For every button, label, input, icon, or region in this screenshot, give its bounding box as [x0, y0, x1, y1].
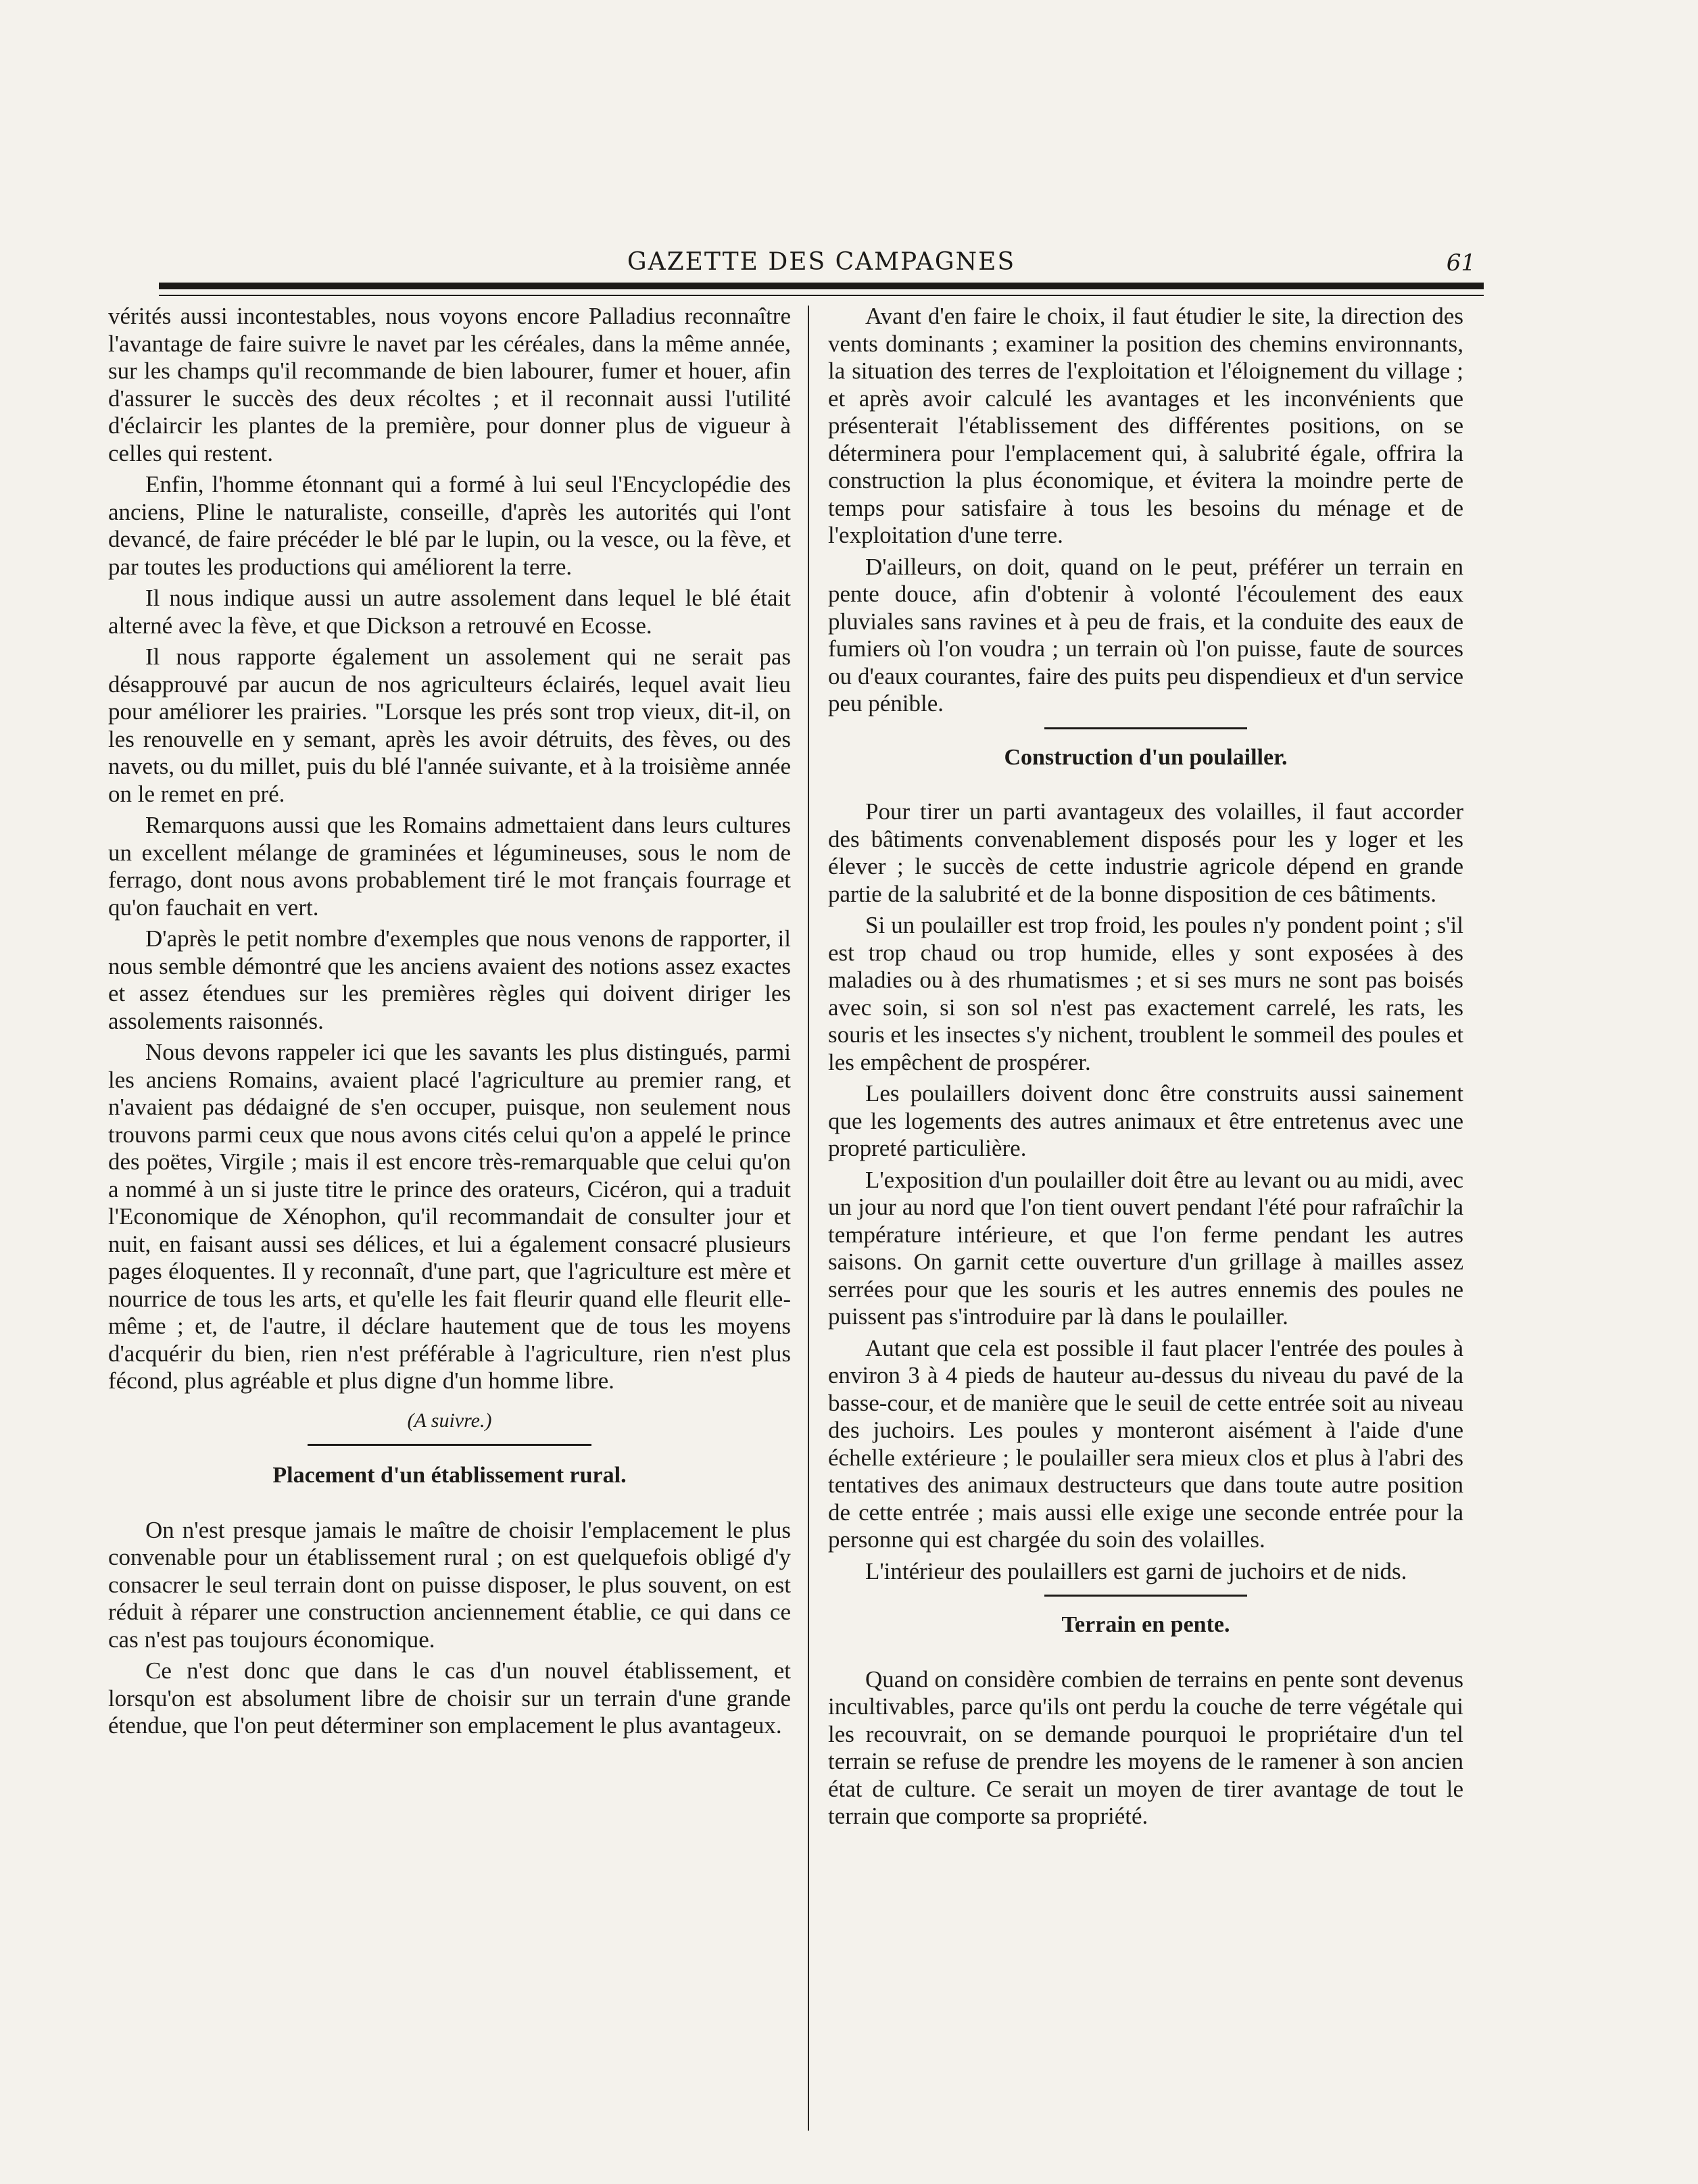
- right-paragraph-7: Autant que cela est possible il faut placer l'entrée des poules à environ 3 à 4 pieds de hauteur au-dessus du niveau du pavé de la basse-cour, et de manière que le seuil de cette entrée soit au niveau des juchoirs. Les poules y monteront aisément à l'aide d'une échelle extérieure ; le poulailler sera mieux clos et plus à l'abri des tentatives des animaux destructeurs que dans toute autre position de cette entrée ; mais aussi elle exige une seconde entrée pour la personne qui est chargée du soin des volailles.: [828, 1334, 1463, 1553]
- left-paragraph-5: Remarquons aussi que les Romains admettaient dans leurs cultures un excellent mélange de graminées et légumineuses, sous le nom de ferrago, dont nous avons probablement tiré le mot français fourrage et qu'on fauchait en vert.: [108, 812, 791, 921]
- left-paragraph-3: Il nous indique aussi un autre assolement dans lequel le blé était alterné avec la fève, et que Dickson a retrouvé en Ecosse.: [108, 585, 791, 639]
- right-paragraph-3: Pour tirer un parti avantageux des volailles, il faut accorder des bâtiments convenablement disposés pour les y loger et les élever ; le succès de cette industrie agricole dépend en grande partie de la salubrité et de la bonne disposition de ces bâtiments.: [828, 798, 1463, 907]
- page-header: [159, 240, 1484, 287]
- section-rule: [308, 1444, 591, 1446]
- left-paragraph-8: On n'est presque jamais le maître de choisir l'emplacement le plus convenable pour un établissement rural ; on est quelquefois obligé d'y consacrer le seul terrain dont on puisse disposer, le plus souvent, on est réduit à réparer une construction anciennement établie, ce qui dans ce cas n'est pas toujours économique.: [108, 1516, 791, 1653]
- left-paragraph-7: Nous devons rappeler ici que les savants les plus distingués, parmi les anciens Romains, avaient placé l'agriculture au premier rang, et n'avaient pas dédaigné de s'en occuper, puisque, non seulement nous trouvons parmi ceux que nous avons cités celui qu'on a appelé le prince des poëtes, Virgile ; mais il est encore très-remarquable que celui qu'on a nommé à un si juste titre le prince des orateurs, Cicéron, qui a traduit l'Economique de Xénophon, qu'il recommandait de consulter jour et nuit, en faisant aussi ses délices, et lui a également consacré plusieurs pages éloquentes. Il y reconnaît, d'une part, que l'agriculture est mère et nourrice de tous les arts, et qu'elle les fait fleurir quand elle fleurit elle-même ; et, de l'autre, il déclare hautement que de tous les moyens d'acquérir du bien, rien n'est préférable à l'agriculture, rien n'est plus fécond, plus agréable et plus digne d'un homme libre.: [108, 1039, 791, 1394]
- right-paragraph-4: Si un poulailler est trop froid, les poules n'y pondent point ; s'il est trop chaud ou trop humide, elles y sont exposées à des maladies ou à des rhumatismes ; et si ses murs ne sont pas boisés avec soin, si son sol n'est pas exactement carrelé, les rats, les souris et les insectes s'y nichent, troublent le sommeil des poules et les empêchent de prospérer.: [828, 912, 1463, 1075]
- section-title-terrain: Terrain en pente.: [1061, 1612, 1230, 1637]
- right-paragraph-2: D'ailleurs, on doit, quand on le peut, préférer un terrain en pente douce, afin d'obtenir à volonté l'écoulement des eaux pluviales sans ravines et à peu de frais, et la conduite des eaux de fumiers où l'on voudra ; un terrain où l'on puisse, faute de sources ou d'eaux courantes, faire des puits peu dispendieux et d'un service peu pénible.: [828, 553, 1463, 717]
- column-separator: [808, 306, 809, 2131]
- gazette-title: GAZETTE DES CAMPAGNES: [627, 248, 1016, 276]
- to-be-continued: (A suivre.): [407, 1409, 492, 1432]
- section-title-poulailler: Construction d'un poulailler.: [1004, 744, 1288, 770]
- right-paragraph-5: Les poulaillers doivent donc être construits aussi sainement que les logements des autres animaux et être entretenus avec une propreté particulière.: [828, 1080, 1463, 1161]
- header-rule-thin: [159, 295, 1484, 296]
- left-paragraph-6: D'après le petit nombre d'exemples que nous venons de rapporter, il nous semble démontré que les anciens avaient des notions assez exactes et assez étendues sur les premières règles qui doivent diriger les assolements raisonnés.: [108, 925, 791, 1034]
- right-column: [828, 303, 1463, 1835]
- section-rule-2: [1044, 727, 1247, 729]
- section-rule-3: [1044, 1595, 1247, 1597]
- left-paragraph-4: Il nous rapporte également un assolement qui ne serait pas désapprouvé par aucun de nos agriculteurs éclairés, lequel avait lieu pour améliorer les prairies. "Lorsque les prés sont trop vieux, dit-il, on les renouvelle en y semant, après les avoir détruits, des fèves, ou des navets, ou du millet, puis du blé l'année suivante, et à la troisième année on le remet en pré.: [108, 644, 791, 807]
- page-number: 61: [1446, 249, 1476, 276]
- right-paragraph-8: L'intérieur des poulaillers est garni de juchoirs et de nids.: [865, 1557, 1407, 1584]
- right-paragraph-9: Quand on considère combien de terrains en pente sont devenus incultivables, parce qu'ils ont perdu la couche de terre végétale qui les recouvrait, on se demande pourquoi le propriétaire d'un tel terrain se refuse de prendre les moyens de le ramener à son ancien état de culture. Ce serait un moyen de tirer avantage de tout le terrain que comporte sa propriété.: [828, 1666, 1463, 1829]
- right-paragraph-1: Avant d'en faire le choix, il faut étudier le site, la direction des vents dominants ; examiner la position des chemins environnants, la situation des terres de l'exploitation et l'éloignement du village ; et après avoir calculé les avantages et les inconvénients que présenterait l'établissement des différentes positions, on se déterminera pour l'emplacement qui, à salubrité égale, offrira la construction la plus économique, et évitera la moindre perte de temps pour satisfaire à tous les besoins du ménage et de l'exploitation d'une terre.: [828, 303, 1463, 548]
- header-rule-thick: [159, 283, 1484, 289]
- left-column: [108, 303, 791, 1744]
- left-paragraph-2: Enfin, l'homme étonnant qui a formé à lui seul l'Encyclopédie des anciens, Pline le naturaliste, conseille, d'après les autorités qui l'ont devancé, de faire précéder le blé par le lupin, ou la vesce, ou la fève, et par toutes les productions qui améliorent la terre.: [108, 471, 791, 580]
- right-paragraph-6: L'exposition d'un poulailler doit être au levant ou au midi, avec un jour au nord que l'on tient ouvert pendant l'été pour rafraîchir la température intérieure, et que l'on ferme pendant les autres saisons. On garnit cette ouverture d'un grillage à mailles assez serrées pour que les souris et les autres ennemis des poules ne puissent pas s'introduire par là dans le poulailler.: [828, 1166, 1463, 1330]
- left-paragraph-1: vérités aussi incontestables, nous voyons encore Palladius reconnaître l'avantage de faire suivre le navet par les céréales, dans la même année, sur les champs qu'il recommande de bien labourer, fumer et houer, afin d'assurer le succès des deux récoltes ; et il reconnait aussi l'utilité d'éclaircir les plantes de la première, pour donner plus de vigueur à celles qui restent.: [108, 303, 791, 466]
- left-paragraph-9: Ce n'est donc que dans le cas d'un nouvel établissement, et lorsqu'on est absolument libre de choisir sur un terrain d'une grande étendue, que l'on peut déterminer son emplacement le plus avantageux.: [108, 1657, 791, 1739]
- section-title-placement: Placement d'un établissement rural.: [272, 1463, 627, 1488]
